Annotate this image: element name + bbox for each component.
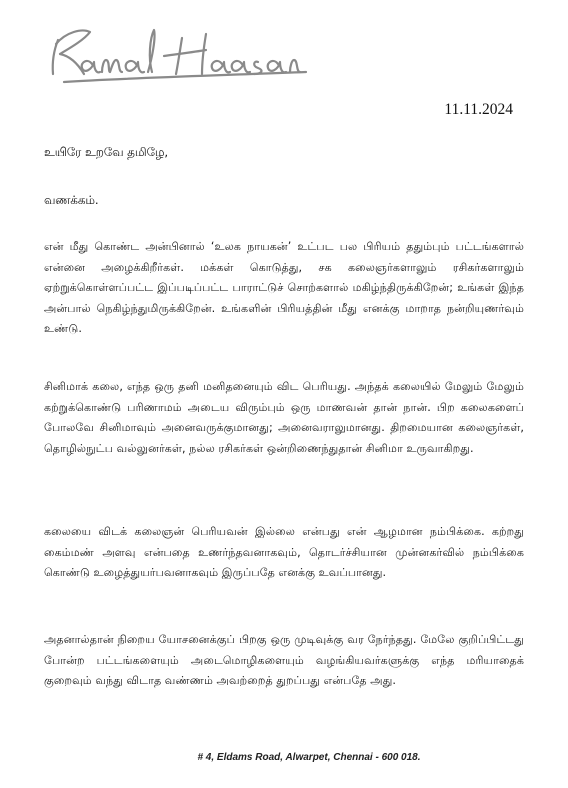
greeting: வணக்கம். <box>44 193 99 207</box>
body-paragraph: சினிமாக் கலை, எந்த ஒரு தனி மனிதனையும் விட பெரியது. அந்தக் கலையில் மேலும் மேலும் கற்றுக்கொண்டு பரிணாமம் அடைய விரும்பும் ஒரு மாணவன் தான் நான். பிற கலைகளைப் போலவே சினிமாவும் அனைவருக்குமானது; அனைவராலுமானது. திறமையான கலைஞர்கள், தொழில்நுட்ப வல்லுனர்கள், நல்ல ரசிகர்கள் ஒன்றிணைந்துதான் சினிமா உருவாகிறது. <box>44 380 524 455</box>
body-paragraph: என் மீது கொண்ட அன்பினால் ‘உலக நாயகன்’ உட்பட பல பிரியம் ததும்பும் பட்டங்களால் என்னை அழைக்கிறீர்கள். மக்கள் கொடுத்து, சக கலைஞர்களாலும் ரசிகர்களாலும் ஏற்றுக்கொள்ளப்பட்ட இப்படிப்பட்ட பாராட்டுச் சொற்களால் மகிழ்ந்திருக்கிறேன்; உங்கள் இந்த அன்பால் நெகிழ்ந்துமிருக்கிறேன். உங்களின் பிரியத்தின் மீது எனக்கு மாறாத நன்றியுணர்வும் உண்டு. <box>44 240 524 335</box>
kamal-haasan-signature-logo <box>44 18 314 90</box>
letter-date: 11.11.2024 <box>444 101 513 118</box>
footer-address: # 4, Eldams Road, Alwarpet, Chennai - 600 018. <box>197 752 421 763</box>
body-paragraph: கலையை விடக் கலைஞன் பெரியவன் இல்லை என்பது என் ஆழமான நம்பிக்கை. கற்றது கைம்மண் அளவு என்பதை உணர்ந்தவனாகவும், தொடர்ச்சியான முன்னகர்வில் நம்பிக்கை கொண்டு உழைத்துயர்பவனாகவும் இருப்பதே எனக்கு உவப்பானது. <box>44 525 524 579</box>
body-paragraph: அதனால்தான் நிறைய யோசனைக்குப் பிறகு ஒரு முடிவுக்கு வர நேர்ந்தது. மேலே குறிப்பிட்டது போன்ற பட்டங்களையும் அடைமொழிகளையும் வழங்கியவர்களுக்கு எந்த மரியாதைக் குறைவும் வந்து விடாத வண்ணம் அவற்றைத் துறப்பது என்பதே அது. <box>44 633 524 687</box>
salutation: உயிரே உறவே தமிழே, <box>44 145 169 159</box>
